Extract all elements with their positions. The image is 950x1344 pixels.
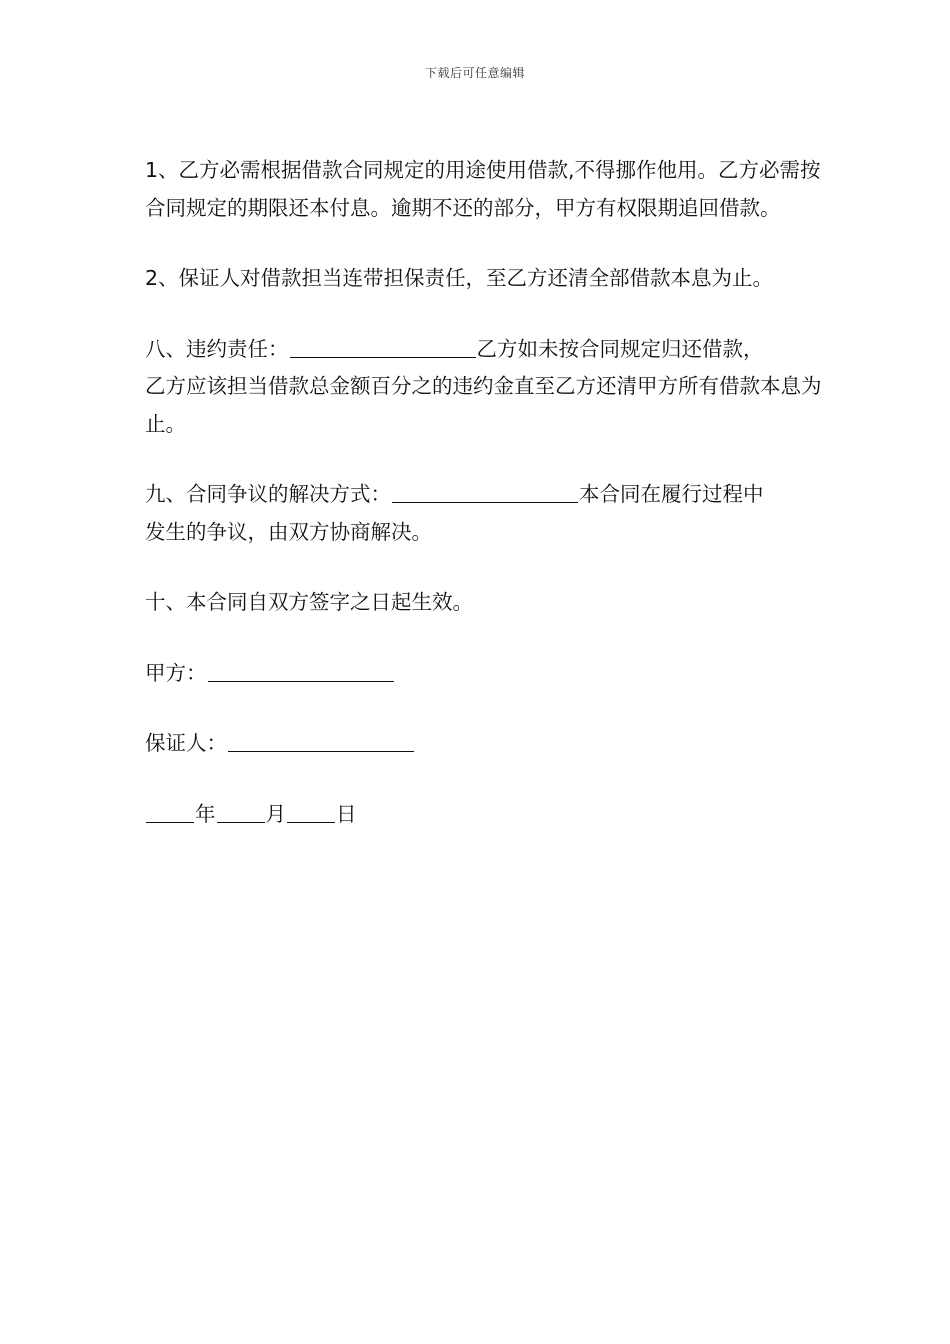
- clause-breach-liability: [145, 331, 825, 444]
- clause-effective: 十、本合同自双方签字之日起生效。: [145, 590, 473, 614]
- clause-2: 2、保证人对借款担当连带担保责任，至乙方还清全部借款本息为止。: [145, 266, 774, 290]
- year-label: 年: [195, 801, 216, 826]
- signing-date: [145, 796, 825, 834]
- party-a-label: 甲方：: [145, 660, 207, 685]
- clause-breach-line1-suffix: 乙方如未按合同规定归还借款，: [476, 336, 764, 361]
- breach-blank-line[interactable]: [290, 333, 476, 358]
- party-a-signature: [145, 655, 825, 693]
- page-header: 下载后可任意编辑: [424, 66, 525, 80]
- clause-breach-rest: 乙方应该担当借款总金额百分之的违约金直至乙方还清甲方所有借款本息为止。: [145, 374, 822, 436]
- guarantor-label: 保证人：: [145, 731, 227, 755]
- day-blank-line[interactable]: [287, 798, 335, 823]
- clause-dispute-line1-suffix: 本合同在履行过程中: [579, 482, 764, 506]
- year-blank-line[interactable]: [146, 798, 194, 823]
- guarantor-blank-line[interactable]: [228, 727, 414, 752]
- day-label: 日: [336, 801, 357, 826]
- clause-dispute-prefix: 九、合同争议的解决方式：: [145, 482, 391, 506]
- clause-dispute-resolution: [145, 476, 825, 551]
- month-blank-line[interactable]: [217, 798, 265, 823]
- contract-body: [145, 152, 825, 866]
- clause-breach-prefix: 八、违约责任：: [145, 336, 289, 361]
- party-a-blank-line[interactable]: [208, 657, 394, 682]
- dispute-blank-line[interactable]: [392, 478, 578, 503]
- month-label: 月: [265, 801, 286, 826]
- clause-dispute-rest: 发生的争议，由双方协商解决。: [145, 519, 432, 544]
- guarantor-signature: [145, 725, 825, 763]
- clause-1: 1、乙方必需根据借款合同规定的用途使用借款,不得挪作他用。乙方必需按合同规定的期限还本付息。逾期不还的部分，甲方有权限期追回借款。: [145, 158, 821, 220]
